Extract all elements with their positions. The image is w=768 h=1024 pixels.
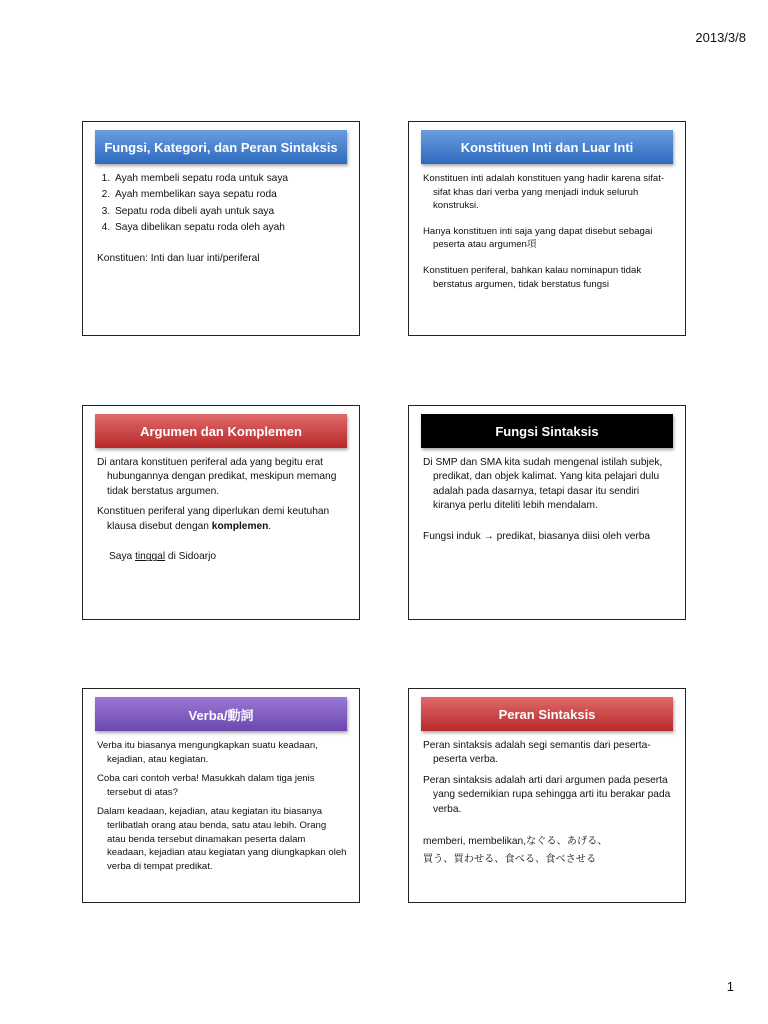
paragraph: Coba cari contoh verba! Masukkah dalam tiga jenis tersebut di atas?: [97, 773, 315, 798]
paragraph: Peran sintaksis adalah arti dari argumen pada peserta yang sedemikian rupa sehingga arti itu berakar pada verba.: [423, 774, 671, 815]
example-list: [97, 172, 347, 236]
bold-term: komplemen: [211, 520, 269, 532]
example-verbs: memberi, membelikan,なぐる、あげる、: [423, 836, 608, 848]
slide-title: Fungsi Sintaksis: [421, 414, 673, 448]
paragraph: Di antara konstituen periferal ada yang begitu erat hubungannya dengan predikat, meskipun memang tidak berstatus argumen.: [97, 457, 337, 497]
document-date: 2013/3/8: [695, 30, 746, 45]
paragraph: Hanya konstituen inti saja yang dapat disebut sebagai peserta atau argumen項: [423, 225, 653, 251]
example-verbs: 買う、買わせる、食べる、食べさせる: [423, 853, 597, 865]
slide-verba: [82, 688, 360, 903]
slide-title: Konstituen Inti dan Luar Inti: [421, 130, 673, 164]
text: .: [268, 520, 272, 532]
slide-peran-sintaksis: [408, 688, 686, 903]
text: di Sidoarjo: [165, 551, 217, 563]
paragraph: Verba itu biasanya mengungkapkan suatu keadaan, kejadian, atau kegiatan.: [97, 740, 318, 765]
slide-body: [409, 731, 685, 867]
slide-argumen-komplemen: [82, 405, 360, 620]
slide-note: Konstituen: Inti dan luar inti/periferal: [97, 252, 260, 264]
paragraph: Konstituen inti adalah konstituen yang hadir karena sifat-sifat khas dari verba yang menjadi induk seluruh konstruksi.: [423, 173, 665, 212]
underlined-word: tinggal: [135, 551, 166, 563]
paragraph: Fungsi induk → predikat, biasanya diisi oleh verba: [423, 530, 651, 542]
slide-body: [409, 164, 685, 291]
paragraph: Konstituen periferal, bahkan kalau nominapun tidak berstatus argumen, tidak berstatus fungsi: [423, 265, 642, 290]
slide-title: Fungsi, Kategori, dan Peran Sintaksis: [95, 130, 347, 164]
paragraph: Di SMP dan SMA kita sudah mengenal istilah subjek, predikat, dan objek kalimat. Yang kita pelajari dulu adalah pada dasarnya, tetapi dasar itu sendiri kiranya perlu diteliti lebih mendalam.: [423, 457, 663, 512]
slide-konstituen-inti: [408, 121, 686, 336]
list-item: 1. Ayah membeli sepatu roda untuk saya: [113, 172, 347, 186]
example-sentence: [97, 550, 347, 564]
slide-fungsi-kategori-peran: [82, 121, 360, 336]
list-item: 3. Sepatu roda dibeli ayah untuk saya: [113, 205, 347, 219]
slide-title: Peran Sintaksis: [421, 697, 673, 731]
slide-body: [409, 448, 685, 544]
slide-title: Argumen dan Komplemen: [95, 414, 347, 448]
slide-body: [83, 448, 359, 565]
slide-fungsi-sintaksis: [408, 405, 686, 620]
slide-body: [83, 731, 359, 873]
slide-title: Verba/動詞: [95, 697, 347, 731]
list-item: 2. Ayah membelikan saya sepatu roda: [113, 188, 347, 202]
slide-body: [83, 164, 359, 266]
list-item: 4. Saya dibelikan sepatu roda oleh ayah: [113, 221, 347, 235]
paragraph: Dalam keadaan, kejadian, atau kegiatan itu biasanya terlibatlah orang atau benda, satu atau lebih. Orang atau benda tersebut dinamakan peserta dalam keadaan, kejadian atau kegiatan yang diungkapkan oleh verba di tempat predikat.: [97, 806, 347, 872]
text: Konstituen periferal yang diperlukan demi keutuhan klausa disebut dengan: [97, 506, 330, 532]
text: Saya: [109, 551, 136, 563]
paragraph: Peran sintaksis adalah segi semantis dari peserta-peserta verba.: [423, 740, 651, 766]
page-number: 1: [726, 979, 734, 994]
paragraph: [97, 505, 347, 534]
